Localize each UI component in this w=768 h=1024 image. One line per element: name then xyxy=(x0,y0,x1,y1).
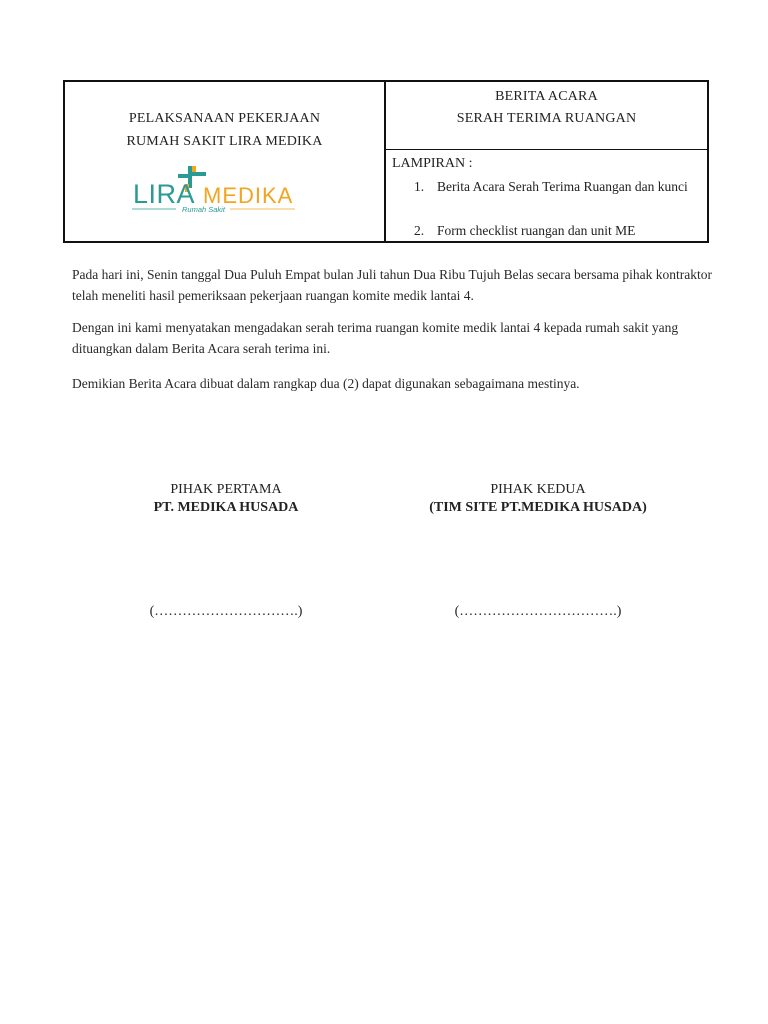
second-party-role: PIHAK KEDUA xyxy=(490,482,586,497)
lampiran-item-number: 1. xyxy=(414,179,425,194)
first-party-organization: PT. MEDIKA HUSADA xyxy=(153,500,299,515)
project-title-line2: RUMAH SAKIT LIRA MEDIKA xyxy=(126,134,323,149)
lampiran-item-number: 2. xyxy=(414,223,425,238)
first-party-signature-line: (………………………….) xyxy=(149,604,303,619)
paragraph-closing: Demikian Berita Acara dibuat dalam rangkap dua (2) dapat digunakan sebagaimana mestinya. xyxy=(72,376,580,391)
document-title-block xyxy=(386,82,707,150)
paragraph-opening: Pada hari ini, Senin tanggal Dua Puluh Empat bulan Juli tahun Dua Ribu Tujuh Belas secara bersama pihak kontraktor telah meneliti hasil pemeriksaan pekerjaan ruangan komite medik lantai 4. xyxy=(72,267,713,303)
header-left-cell xyxy=(65,82,386,241)
logo-word-medika: MEDIKA xyxy=(203,183,294,208)
first-party-role: PIHAK PERTAMA xyxy=(170,482,282,497)
header-right-cell xyxy=(386,82,707,241)
second-party-organization: (TIM SITE PT.MEDIKA HUSADA) xyxy=(429,500,647,515)
lampiran-item-text: Form checklist ruangan dan unit ME xyxy=(437,223,636,238)
project-title-line1: PELAKSANAAN PEKERJAAN xyxy=(128,111,321,126)
logo-word-lira: LIRA xyxy=(133,179,196,209)
second-party-signature-line: (…………………………….) xyxy=(454,604,622,619)
logo-tagline: Rumah Sakit xyxy=(182,205,225,214)
paragraph-statement: Dengan ini kami menyatakan mengadakan serah terima ruangan komite medik lantai 4 kepada rumah sakit yang dituangkan dalam Berita Acara serah terima ini. xyxy=(72,320,679,356)
lira-medika-logo xyxy=(132,156,298,216)
lampiran-label: LAMPIRAN : xyxy=(392,156,473,171)
document-title-line1: BERITA ACARA xyxy=(495,89,598,104)
lampiran-item-text: Berita Acara Serah Terima Ruangan dan kunci xyxy=(437,179,688,194)
header-table xyxy=(63,80,709,243)
lampiran-block xyxy=(386,150,707,241)
document-title-line2: SERAH TERIMA RUANGAN xyxy=(456,111,637,126)
